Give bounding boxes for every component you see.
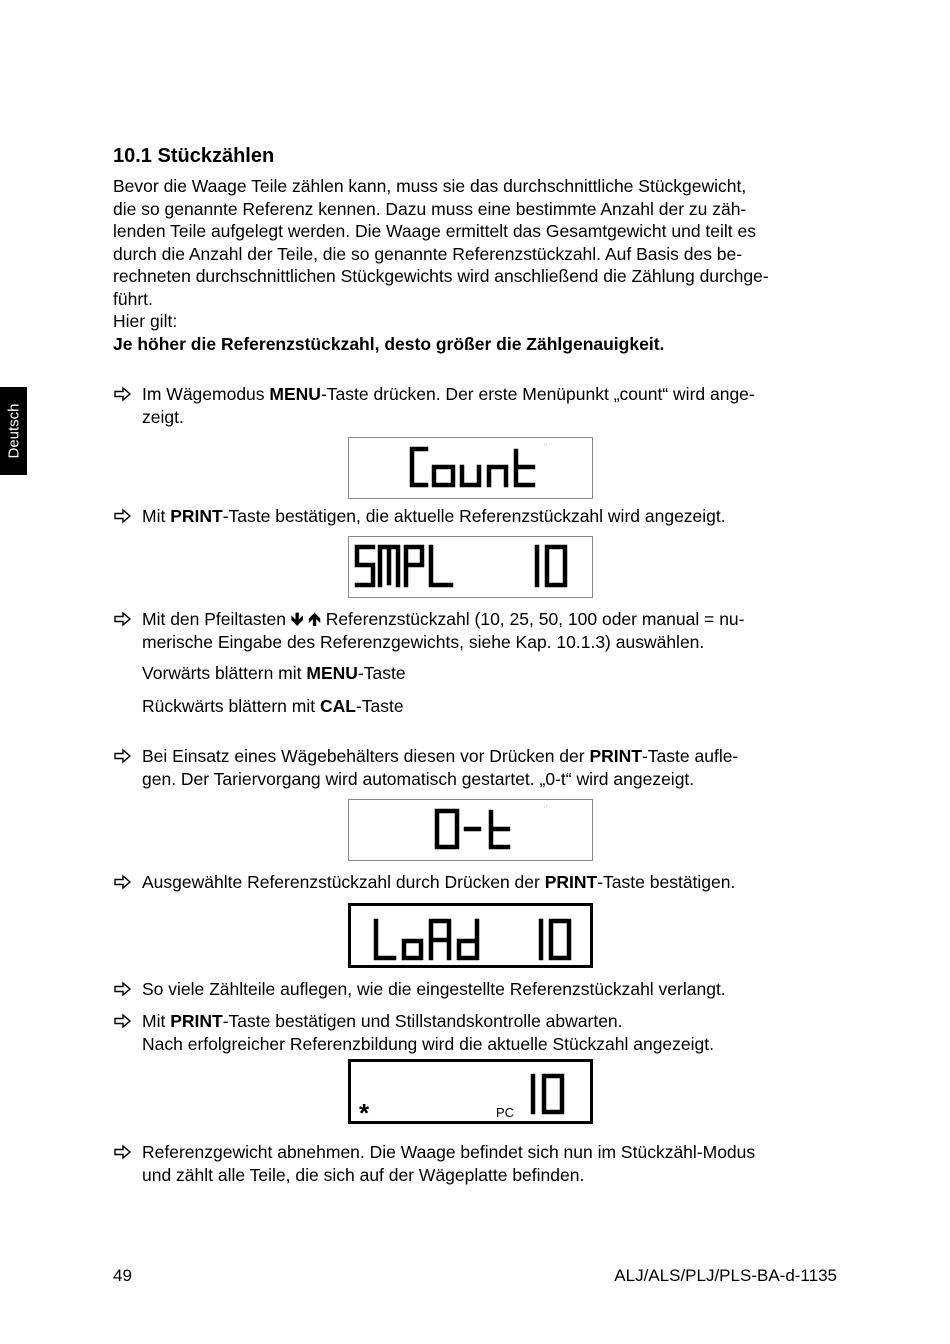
- step-text: -Taste bestätigen, die aktuelle Referenzstückzahl wird angezeigt.: [222, 506, 726, 526]
- intro-paragraph: [113, 175, 769, 355]
- step-text: Mit den Pfeiltasten: [142, 609, 291, 629]
- arrow-bullet-icon: [113, 748, 133, 764]
- step-remove-reference: [142, 1141, 755, 1186]
- lcd-count-glyphs: [349, 438, 594, 500]
- step-text: Vorwärts blättern mit: [142, 663, 307, 683]
- step-backward-scroll: [142, 695, 404, 718]
- step-text: -Taste bestätigen.: [597, 872, 736, 892]
- step-text: Ausgewählte Referenzstückzahl durch Drücken der: [142, 872, 545, 892]
- lcd-display-smpl: [348, 536, 593, 598]
- lcd-smpl-glyphs: [349, 537, 594, 599]
- step-text: Referenzgewicht abnehmen. Die Waage befindet sich nun im Stückzähl-Modus: [142, 1142, 756, 1162]
- step-place-parts: [142, 978, 726, 1001]
- arrow-bullet-icon: [113, 1144, 133, 1160]
- svg-text:↓↑: ↓↑: [543, 442, 548, 448]
- step-text: -Taste: [355, 696, 404, 716]
- key-name: CAL: [319, 696, 356, 716]
- step-text: So viele Zählteile auflegen, wie die eingestellte Referenzstückzahl verlangt.: [142, 979, 726, 999]
- step-text: Referenzstückzahl (10, 25, 50, 100 oder manual = nu-: [320, 609, 745, 629]
- arrow-bullet-icon: [113, 611, 133, 627]
- key-name: PRINT: [170, 1011, 223, 1031]
- intro-line: die so genannte Referenz kennen. Dazu muss eine bestimmte Anzahl der zu zäh-: [113, 198, 747, 219]
- arrow-keys-icon: 🡻 🡹: [290, 609, 321, 629]
- arrow-bullet-icon: [113, 1013, 133, 1029]
- step-forward-scroll: [142, 662, 406, 685]
- pc-unit-label: PC: [496, 1105, 515, 1120]
- key-name: PRINT: [589, 746, 642, 766]
- step-text: und zählt alle Teile, die sich auf der Wägeplatte befinden.: [142, 1164, 585, 1185]
- intro-line: lenden Teile aufgelegt werden. Die Waage ermittelt das Gesamtgewicht und teilt es: [113, 221, 756, 241]
- step-text: Im Wägemodus: [142, 384, 270, 404]
- step-text: gen. Der Tariervorgang wird automatisch gestartet. „0-t“ wird angezeigt.: [142, 768, 695, 789]
- lcd-display-count: [348, 437, 593, 499]
- intro-line: durch die Anzahl der Teile, die so genannte Referenzstückzahl. Auf Basis des be-: [113, 243, 743, 264]
- step-text: -Taste drücken. Der erste Menüpunkt „count“ wird ange-: [320, 384, 755, 404]
- intro-line: Bevor die Waage Teile zählen kann, muss sie das durchschnittliche Stückgewicht,: [113, 176, 747, 196]
- step-text: Bei Einsatz eines Wägebehälters diesen vor Drücken der: [142, 746, 590, 766]
- lcd-display-piece-count: [348, 1059, 593, 1128]
- step-print-confirm: [142, 505, 726, 528]
- key-name: PRINT: [170, 506, 223, 526]
- language-tab-label: Deutsch: [5, 403, 22, 459]
- intro-line: rechneten durchschnittlichen Stückgewichts wird anschließend die Zählung durchge-: [113, 266, 769, 286]
- intro-line: führt.: [113, 288, 153, 309]
- lcd-piece-count-glyphs: [351, 1062, 596, 1127]
- lcd-load-glyphs: [351, 906, 596, 971]
- step-text: Rückwärts blättern mit: [142, 696, 320, 716]
- key-name: PRINT: [544, 872, 598, 892]
- step-text: Nach erfolgreicher Referenzbildung wird die aktuelle Stückzahl angezeigt.: [142, 1033, 714, 1054]
- intro-emphasis: Je höher die Referenzstückzahl, desto größer die Zählgenauigkeit.: [113, 333, 665, 354]
- step-stability-check: [142, 1010, 714, 1055]
- lcd-display-load: [348, 903, 593, 968]
- step-text: merische Eingabe des Referenzgewichts, siehe Kap. 10.1.3) auswählen.: [142, 631, 705, 652]
- arrow-bullet-icon: [113, 386, 133, 402]
- arrow-bullet-icon: [113, 981, 133, 997]
- step-text: Mit: [142, 1011, 171, 1031]
- arrow-bullet-icon: [113, 874, 133, 890]
- language-tab: [0, 387, 27, 475]
- document-code: ALJ/ALS/PLJ/PLS-BA-d-1135: [614, 1266, 837, 1285]
- key-name: MENU: [306, 663, 358, 683]
- step-text: -Taste bestätigen und Stillstandskontrolle abwarten.: [222, 1011, 623, 1031]
- step-text: zeigt.: [142, 406, 184, 427]
- lcd-zero-tare-glyphs: [349, 800, 594, 862]
- key-name: MENU: [269, 384, 321, 404]
- step-count-instruction: [142, 383, 755, 428]
- step-text: -Taste: [357, 663, 406, 683]
- step-tare-container: [142, 745, 738, 790]
- step-select-reference: [142, 608, 745, 653]
- arrow-bullet-icon: [113, 508, 133, 524]
- svg-text:↓↑: ↓↑: [543, 804, 548, 810]
- step-confirm-reference: [142, 871, 735, 894]
- section-title: 10.1 Stückzählen: [113, 145, 275, 167]
- step-text: Mit: [142, 506, 171, 526]
- page-number: 49: [113, 1266, 132, 1285]
- stability-star-icon: *: [359, 1098, 370, 1128]
- lcd-display-zero-tare: [348, 799, 593, 861]
- intro-line: Hier gilt:: [113, 311, 178, 331]
- step-text: -Taste aufle-: [641, 746, 739, 766]
